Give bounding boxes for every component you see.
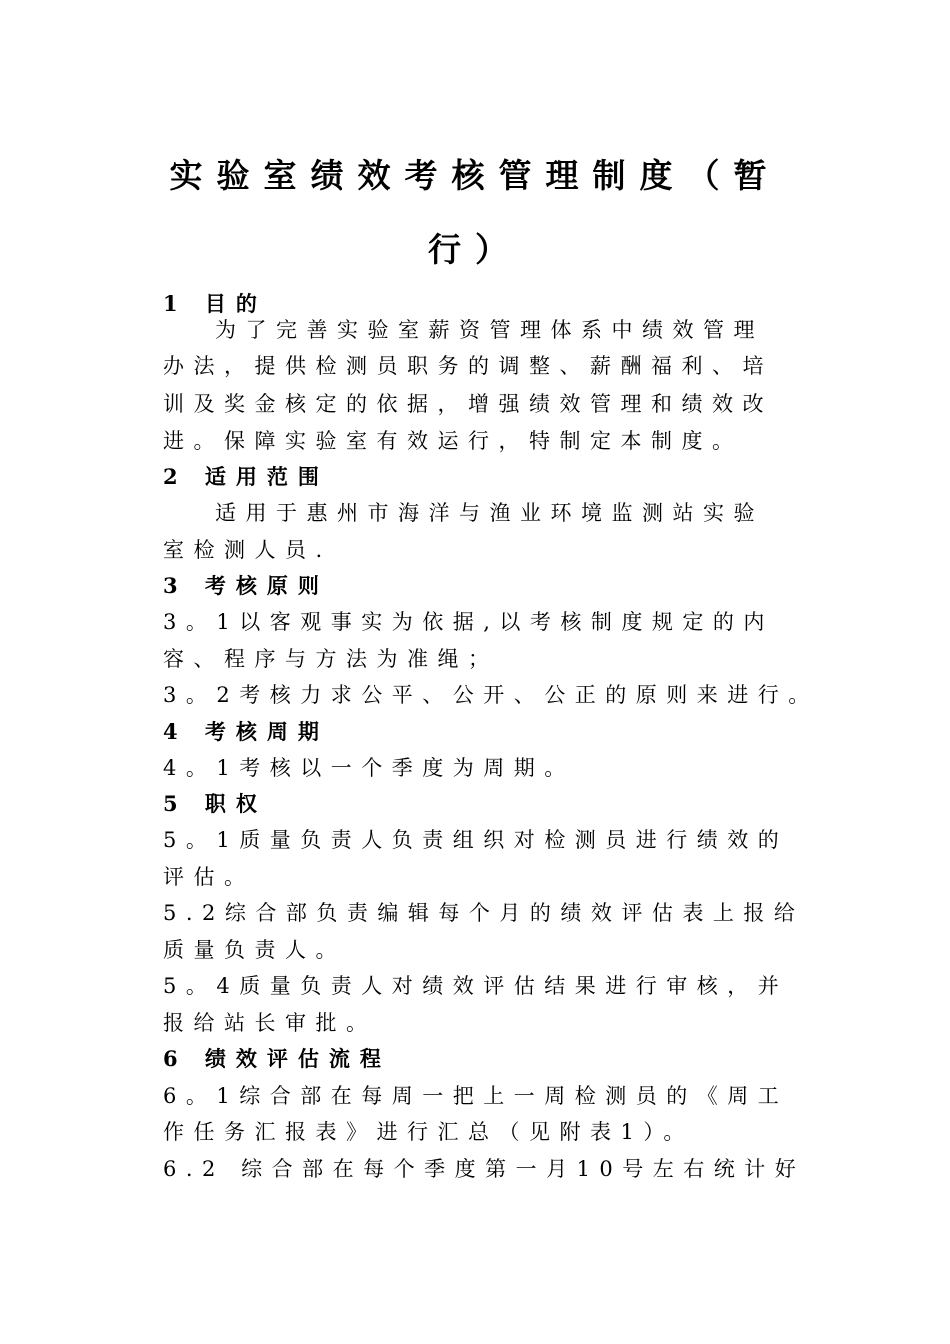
paragraph-line: 5。4质量负责人对绩效评估结果进行审核，并: [163, 974, 789, 998]
paragraph-line: 6.2 综合部在每个季度第一月10号左右统计好: [163, 1157, 806, 1181]
section-heading-purpose: 1 目的: [163, 291, 267, 316]
paragraph-line: 室检测人员.: [163, 538, 332, 562]
paragraph-line: 为了完善实验室薪资管理体系中绩效管理: [215, 318, 764, 342]
paragraph-line: 进。保障实验室有效运行，特制定本制度。: [163, 429, 743, 453]
paragraph-line: 容、程序与方法为准绳；: [163, 647, 499, 671]
paragraph-line: 5。1质量负责人负责组织对检测员进行绩效的: [163, 828, 789, 852]
paragraph-line: 5.2综合部负责编辑每个月的绩效评估表上报给: [163, 901, 805, 925]
paragraph-line: 3。2考核力求公平、公开、公正的原则来进行。: [163, 683, 819, 707]
paragraph-line: 6。1综合部在每周一把上一周检测员的《周工: [163, 1084, 789, 1108]
section-heading-process: 6 绩效评估流程: [163, 1046, 391, 1071]
paragraph-line: 评估。: [163, 865, 255, 889]
paragraph-line: 作任务汇报表》进行汇总（见附表1）。: [163, 1120, 694, 1144]
paragraph-line: 办法，提供检测员职务的调整、薪酬福利、培: [163, 354, 773, 378]
section-heading-cycle: 4 考核周期: [163, 719, 329, 744]
section-heading-authority: 5 职权: [163, 791, 267, 816]
section-heading-principles: 3 考核原则: [163, 573, 329, 598]
paragraph-line: 4。1考核以一个季度为周期。: [163, 756, 575, 780]
paragraph-line: 报给站长审批。: [163, 1011, 377, 1035]
paragraph-line: 训及奖金核定的依据，增强绩效管理和绩效改: [163, 392, 773, 416]
section-heading-scope: 2 适用范围: [163, 464, 329, 489]
document-title-line-1: 实验室绩效考核管理制度（暂: [169, 156, 781, 195]
paragraph-line: 3。1以客观事实为依据,以考核制度规定的内: [163, 610, 774, 634]
paragraph-line: 适用于惠州市海洋与渔业环境监测站实验: [215, 501, 764, 525]
document-title-line-2: 行）: [428, 230, 522, 269]
paragraph-line: 质量负责人。: [163, 938, 346, 962]
